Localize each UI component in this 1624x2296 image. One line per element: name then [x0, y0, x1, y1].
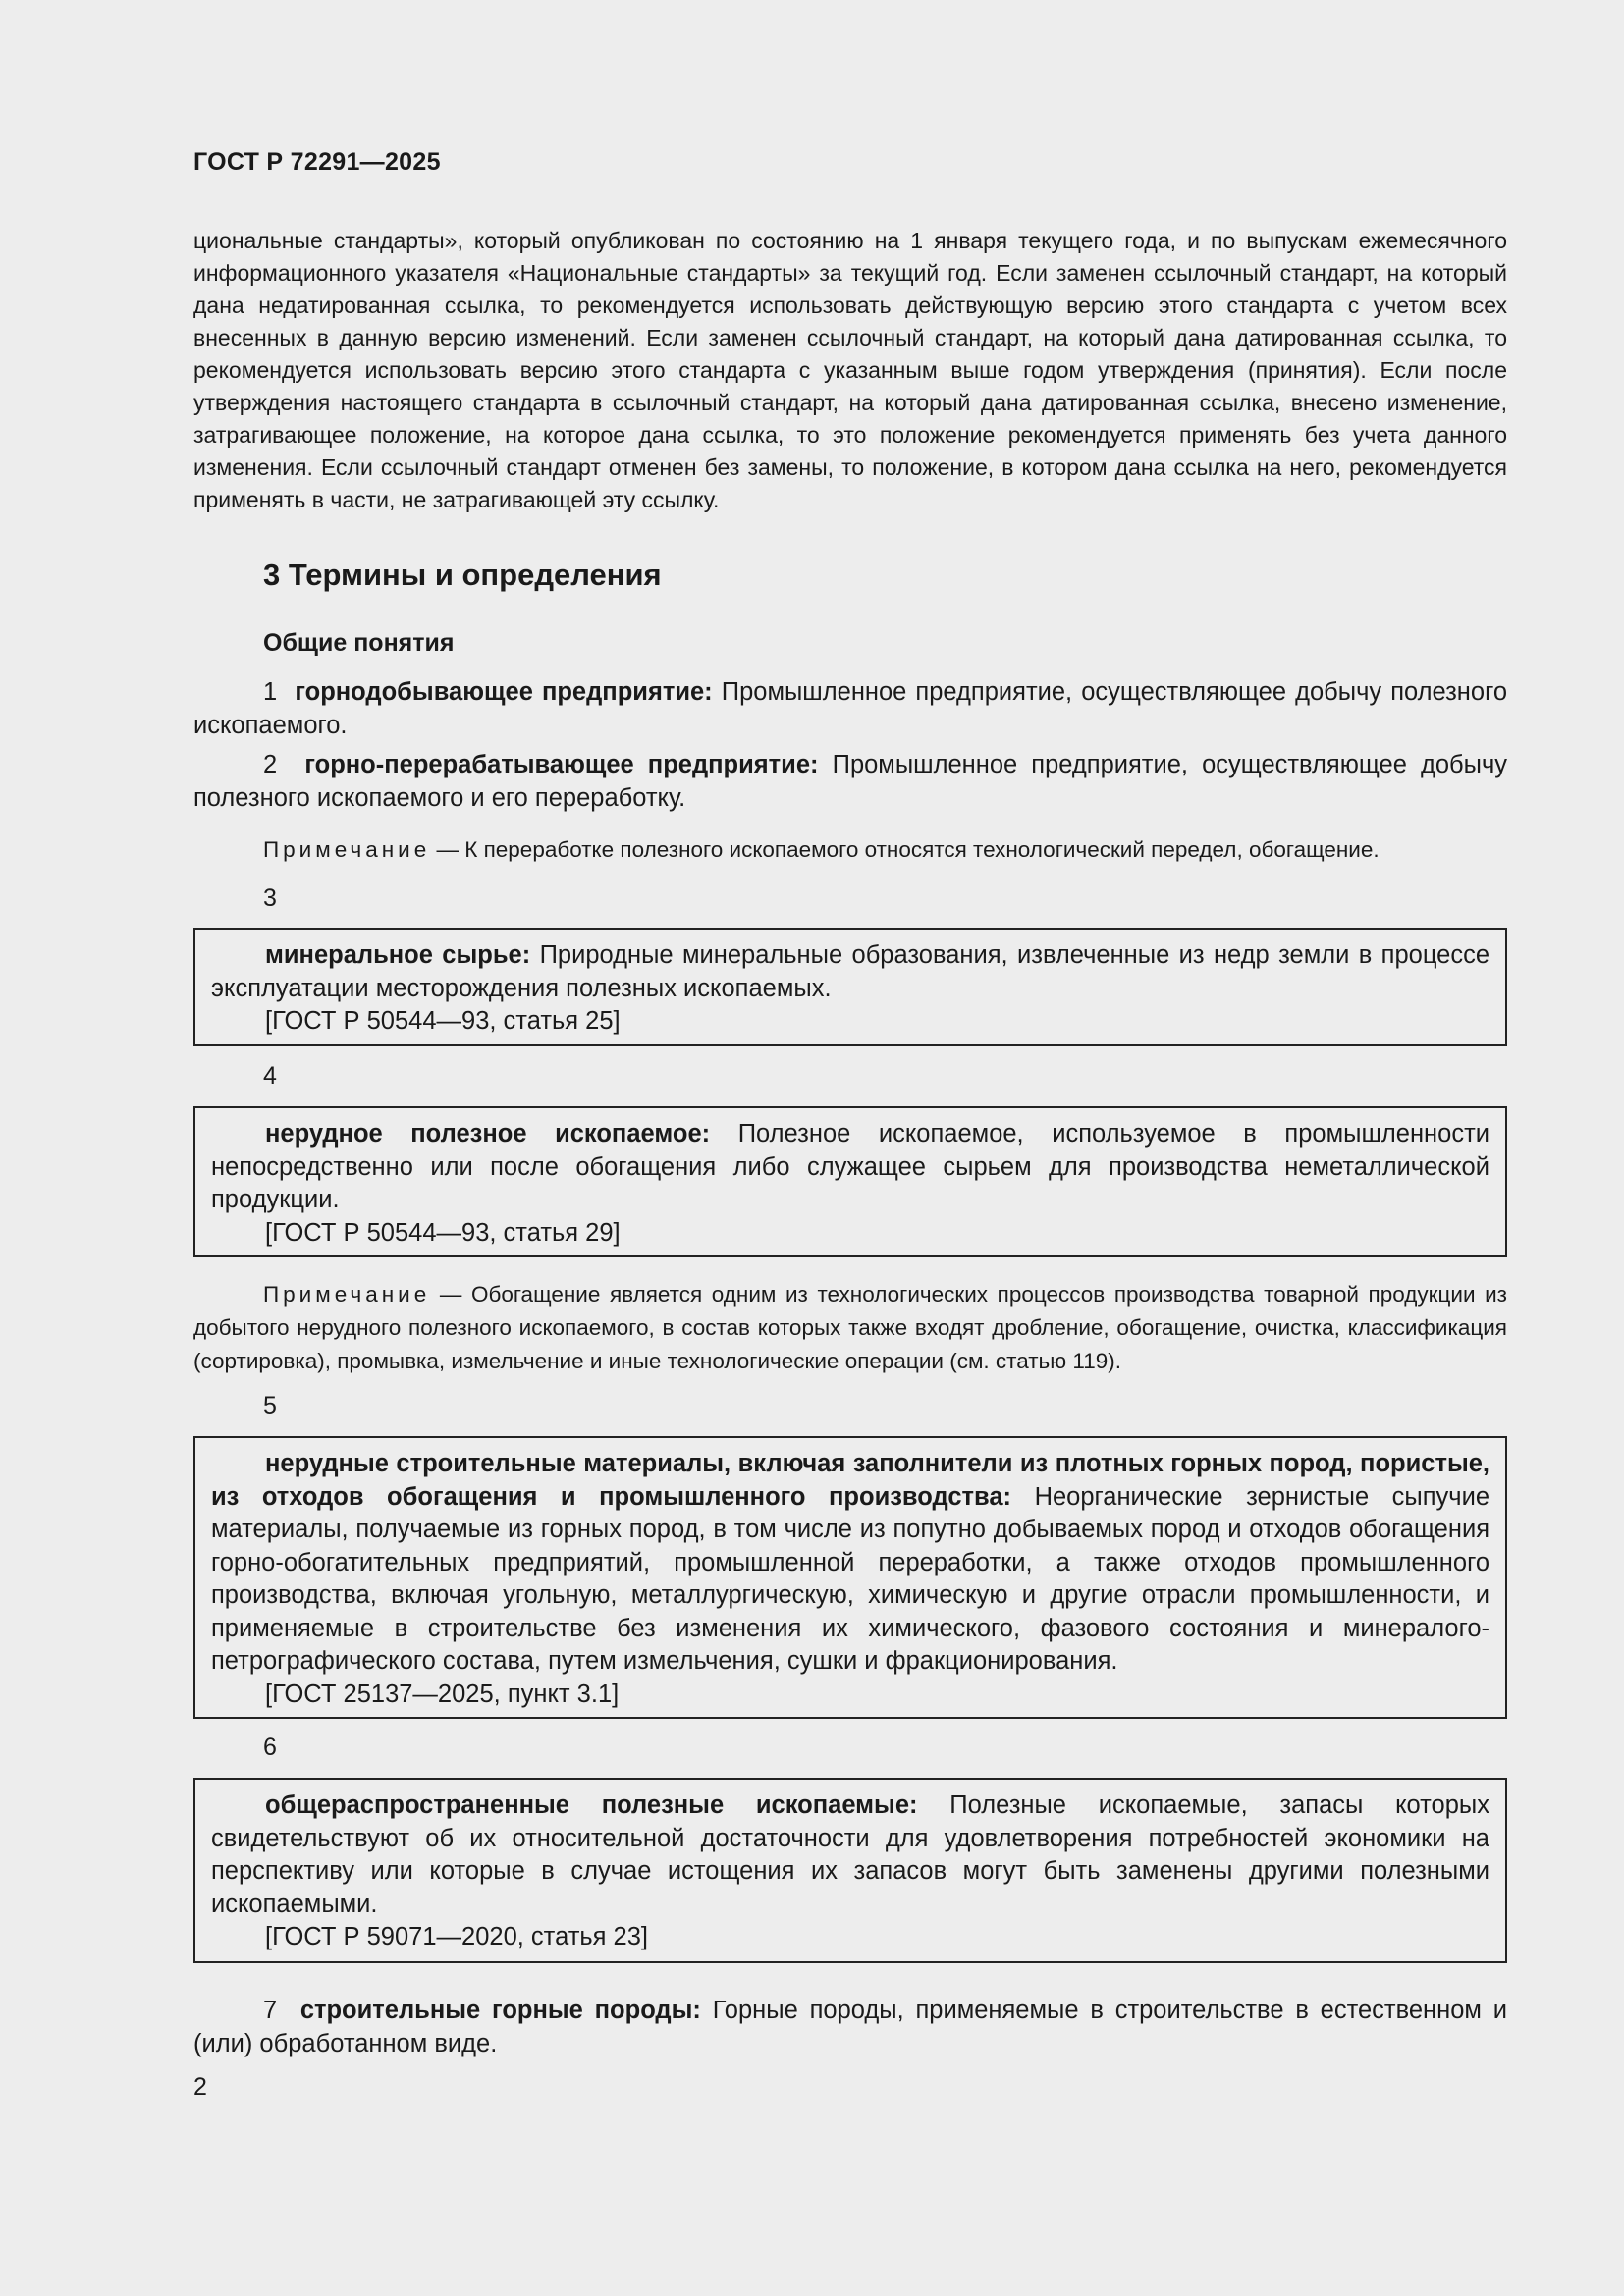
term-number-5: 5	[263, 1392, 277, 1419]
term-box-4	[193, 1106, 1507, 1257]
section-subheading: Общие понятия	[263, 629, 455, 657]
term-box-6	[193, 1778, 1507, 1963]
section-title: 3 Термины и определения	[263, 558, 662, 592]
term-entry-1	[193, 675, 1507, 742]
term-entry-2	[193, 748, 1507, 815]
note-2	[193, 1278, 1507, 1378]
term-number-6: 6	[263, 1734, 277, 1761]
term-name: строительные горные породы:	[299, 1997, 701, 2024]
term-box-3	[193, 928, 1507, 1046]
term-definition: Неорганические зернистые сыпучие материалы, получаемые из горных пород, в том числе из попутно добываемых пород и отходов обогащения горно-обогатительных предприятий, промышленной переработки, а также отходов промышленного производства, включая угольную, металлургическую, химическую и другие отрасли промышленности, и применяемые в строительстве без изменения их химического, фазового состояния и минералого-петрографического состава, путем измельчения, сушки и фракционирования.	[211, 1482, 1490, 1675]
term-name: горнодобывающее предприятие:	[295, 678, 713, 706]
term-name: минеральное сырье:	[265, 941, 531, 969]
term-source: [ГОСТ 25137—2025, пункт 3.1]	[265, 1680, 620, 1708]
term-number-4: 4	[263, 1062, 277, 1090]
term-name: нерудное полезное ископаемое:	[265, 1120, 711, 1148]
term-definition: Промышленное предприятие, осуществляющее добычу полезного ископаемого и его переработку.	[193, 751, 1507, 812]
term-name: горно-перерабатывающее предприятие:	[304, 751, 819, 778]
term-source: [ГОСТ Р 50544—93, статья 25]	[265, 1007, 621, 1035]
term-definition: Полезные ископаемые, запасы которых свидетельствуют об их относительной достаточности для удовлетворения потребностей экономики на перспективу или которые в случае истощения их запасов могут быть заменены другими полезными ископаемыми.	[211, 1791, 1489, 1918]
term-name: общераспространенные полезные ископаемые:	[265, 1791, 918, 1819]
note-label: Примечание	[263, 837, 431, 862]
note-1	[193, 833, 1507, 867]
term-source: [ГОСТ Р 59071—2020, статья 23]	[265, 1923, 648, 1950]
document-header: ГОСТ Р 72291—2025	[193, 148, 441, 176]
note-label: Примечание	[263, 1282, 431, 1307]
intro-paragraph: циональные стандарты», который опубликован по состоянию на 1 января текущего года, и по выпускам ежемесячного информационного указателя «Национальные стандарты» за текущий год. Если заменен ссылочный стандарт, на который дана недатированная ссылка, то рекомендуется использовать действующую версию этого стандарта с учетом всех внесенных в данную версию изменений. Если заменен ссылочный стандарт, на который дана датированная ссылка, то рекомендуется использовать версию этого стандарта с указанным выше годом утверждения (принятия). Если после утверждения настоящего стандарта в ссылочный стандарт, на который дана датированная ссылка, внесено изменение, затрагивающее положение, на которое дана ссылка, то это положение рекомендуется применять без учета данного изменения. Если ссылочный стандарт отменен без замены, то положение, в котором дана ссылка на него, рекомендуется применять в части, не затрагивающей эту ссылку.	[193, 228, 1507, 512]
term-box-5	[193, 1436, 1507, 1719]
term-definition: Промышленное предприятие, осуществляющее добычу полезного ископаемого.	[193, 678, 1507, 739]
term-definition: Полезное ископаемое, используемое в промышленности непосредственно или после обогащения либо служащее сырьем для производства неметаллической продукции.	[211, 1120, 1489, 1213]
term-number: 7	[263, 1997, 278, 2024]
term-number: 1	[263, 678, 278, 706]
term-definition: Горные породы, применяемые в строительстве в естественном и (или) обработанном виде.	[193, 1997, 1507, 2057]
term-number: 2	[263, 751, 278, 778]
note-text: — Обогащение является одним из технологических процессов производства товарной продукции из добытого нерудного полезного ископаемого, в состав которых также входят дробление, обогащение, очистка, классификация (сортировка), промывка, измельчение и иные технологические операции (см. статью 119).	[193, 1282, 1507, 1373]
term-source: [ГОСТ Р 50544—93, статья 29]	[265, 1218, 621, 1247]
term-number-3: 3	[263, 884, 277, 912]
term-definition: Природные минеральные образования, извлеченные из недр земли в процессе эксплуатации месторождения полезных ископаемых.	[211, 941, 1490, 1002]
term-entry-7	[193, 1994, 1507, 2060]
note-text: — К переработке полезного ископаемого относятся технологический передел, обогащение.	[430, 837, 1380, 862]
term-name: нерудные строительные материалы, включая заполнители из плотных горных пород, пористые, из отходов обогащения и промышленного производства:	[211, 1450, 1489, 1511]
page-number: 2	[193, 2073, 207, 2101]
